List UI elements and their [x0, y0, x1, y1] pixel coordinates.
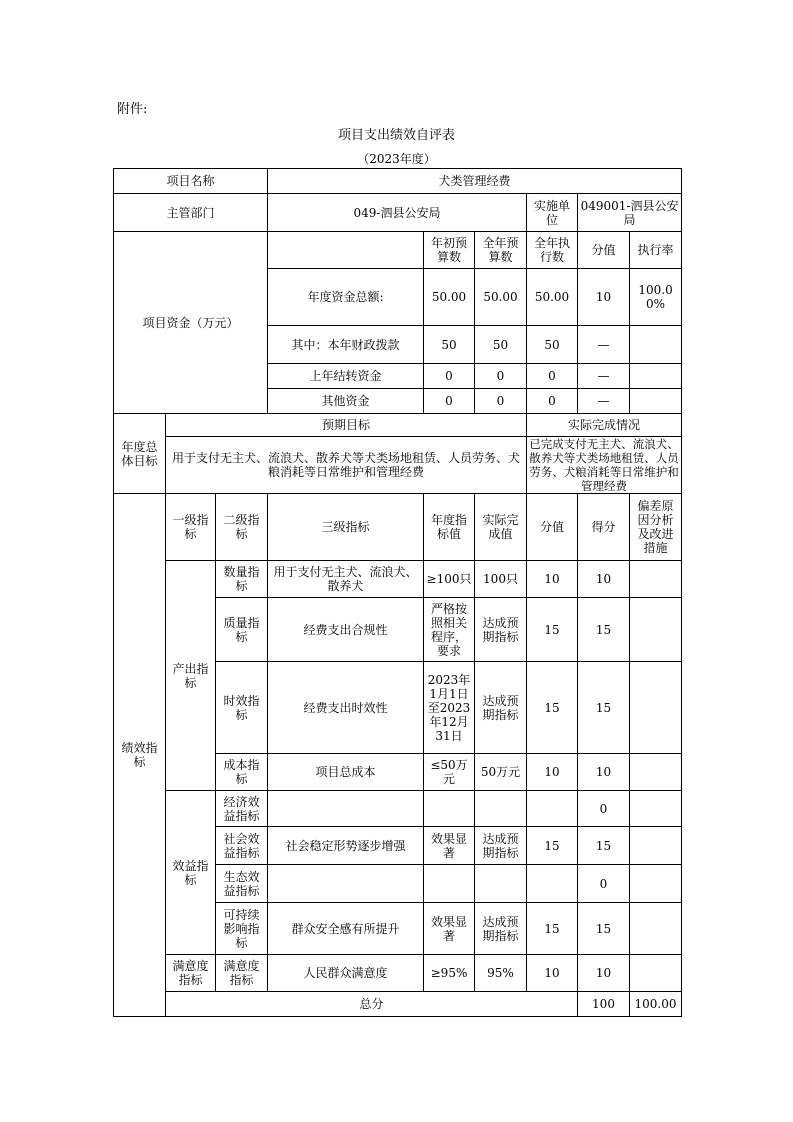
funds-cell: 0 — [527, 364, 578, 389]
indicator-points — [527, 791, 578, 827]
funds-cell: 10 — [578, 269, 630, 326]
indicator-l3 — [268, 865, 424, 903]
funds-cell: — — [578, 326, 630, 364]
indicators-label: 绩效指标 — [114, 494, 166, 1017]
indicator-header: 偏差原因分析及改进措施 — [630, 494, 682, 561]
indicator-note — [630, 903, 682, 955]
indicator-header: 一级指标 — [166, 494, 216, 561]
indicator-target: 严格按照相关程序，要求 — [424, 598, 475, 662]
indicator-points: 15 — [527, 598, 578, 662]
funds-cell — [630, 326, 682, 364]
total-score: 100.00 — [630, 992, 682, 1017]
indicator-l3: 人民群众满意度 — [268, 955, 424, 992]
funds-row-label: 年度资金总额: — [268, 269, 424, 326]
indicator-l2: 数量指标 — [216, 561, 268, 598]
actual-goal-text: 已完成支付无主犬、流浪犬、散养犬等犬类场地租赁、人员劳务、犬粮消耗等日常维护和管理经费 — [527, 437, 682, 494]
funds-header: 执行率 — [630, 232, 682, 269]
dept-value: 049-泗县公安局 — [268, 194, 527, 232]
indicator-target: 效果显著 — [424, 903, 475, 955]
funds-cell — [630, 389, 682, 414]
indicator-note — [630, 598, 682, 662]
expected-goal-text: 用于支付无主犬、流浪犬、散养犬等犬类场地租赁、人员劳务、犬粮消耗等日常维护和管理经费 — [166, 437, 527, 494]
indicator-score: 15 — [578, 827, 630, 865]
funds-cell: 0 — [424, 389, 475, 414]
indicator-l2: 时效指标 — [216, 662, 268, 754]
total-points: 100 — [578, 992, 630, 1017]
indicator-l3: 经费支出时效性 — [268, 662, 424, 754]
indicator-target: 效果显著 — [424, 827, 475, 865]
indicator-header: 分值 — [527, 494, 578, 561]
indicator-actual — [475, 791, 527, 827]
indicator-header: 年度指标值 — [424, 494, 475, 561]
indicator-l3: 用于支付无主犬、流浪犬、散养犬 — [268, 561, 424, 598]
funds-cell: 0 — [527, 389, 578, 414]
indicator-actual: 达成预期指标 — [475, 662, 527, 754]
funds-cell: 50 — [475, 326, 527, 364]
output-indicator-label: 产出指标 — [166, 561, 216, 791]
funds-label: 项目资金（万元） — [114, 232, 268, 414]
indicator-points: 10 — [527, 955, 578, 992]
indicator-l2: 可持续影响指标 — [216, 903, 268, 955]
indicator-note — [630, 754, 682, 791]
satisfaction-indicator-label: 满意度指标 — [166, 955, 216, 992]
indicator-target: ≥100只 — [424, 561, 475, 598]
project-name-label: 项目名称 — [114, 169, 268, 194]
funds-cell — [630, 364, 682, 389]
indicator-note — [630, 561, 682, 598]
indicator-l3: 社会稳定形势逐步增强 — [268, 827, 424, 865]
funds-header: 分值 — [578, 232, 630, 269]
funds-row-label: 其他资金 — [268, 389, 424, 414]
indicator-actual: 达成预期指标 — [475, 827, 527, 865]
benefit-indicator-label: 效益指标 — [166, 791, 216, 955]
funds-cell: 50 — [527, 326, 578, 364]
indicator-note — [630, 791, 682, 827]
indicator-actual — [475, 865, 527, 903]
funds-cell: 0 — [424, 364, 475, 389]
expected-goal-header: 预期目标 — [166, 414, 527, 437]
funds-header: 年初预算数 — [424, 232, 475, 269]
indicator-actual: 达成预期指标 — [475, 903, 527, 955]
funds-cell: — — [578, 389, 630, 414]
funds-header-empty — [268, 232, 424, 269]
indicator-score: 10 — [578, 955, 630, 992]
indicator-points: 15 — [527, 827, 578, 865]
indicator-target: ≥95% — [424, 955, 475, 992]
indicator-l3: 项目总成本 — [268, 754, 424, 791]
indicator-score: 15 — [578, 598, 630, 662]
impl-label: 实施单位 — [527, 194, 578, 232]
indicator-header: 三级指标 — [268, 494, 424, 561]
indicator-header: 二级指标 — [216, 494, 268, 561]
indicator-actual: 100只 — [475, 561, 527, 598]
indicator-note — [630, 662, 682, 754]
impl-value: 049001-泗县公安局 — [578, 194, 682, 232]
indicator-target — [424, 791, 475, 827]
dept-label: 主管部门 — [114, 194, 268, 232]
funds-cell: 50.00 — [424, 269, 475, 326]
attachment-label: 附件: — [117, 102, 148, 117]
indicator-points: 15 — [527, 662, 578, 754]
funds-cell: 100.00% — [630, 269, 682, 326]
evaluation-table — [113, 168, 682, 1017]
indicator-points: 15 — [527, 903, 578, 955]
indicator-header: 得分 — [578, 494, 630, 561]
indicator-points — [527, 865, 578, 903]
funds-cell: 0 — [475, 389, 527, 414]
indicator-target: 2023年1月1日至2023年12月31日 — [424, 662, 475, 754]
indicator-score: 10 — [578, 754, 630, 791]
indicator-note — [630, 827, 682, 865]
funds-header: 全年执行数 — [527, 232, 578, 269]
indicator-l3 — [268, 791, 424, 827]
funds-cell: 50.00 — [475, 269, 527, 326]
actual-goal-header: 实际完成情况 — [527, 414, 682, 437]
indicator-score: 15 — [578, 662, 630, 754]
indicator-l2: 满意度指标 — [216, 955, 268, 992]
funds-cell: — — [578, 364, 630, 389]
indicator-l3: 经费支出合规性 — [268, 598, 424, 662]
goals-label: 年度总体目标 — [114, 414, 166, 494]
funds-header: 全年预算数 — [475, 232, 527, 269]
indicator-note — [630, 865, 682, 903]
indicator-l2: 质量指标 — [216, 598, 268, 662]
indicator-points: 10 — [527, 754, 578, 791]
indicator-note — [630, 955, 682, 992]
indicator-header: 实际完成值 — [475, 494, 527, 561]
indicator-l3: 群众安全感有所提升 — [268, 903, 424, 955]
indicator-score: 10 — [578, 561, 630, 598]
indicator-l2: 社会效益指标 — [216, 827, 268, 865]
indicator-actual: 95% — [475, 955, 527, 992]
indicator-score: 15 — [578, 903, 630, 955]
indicator-target: ≤50万元 — [424, 754, 475, 791]
indicator-l2: 生态效益指标 — [216, 865, 268, 903]
indicator-l2: 经济效益指标 — [216, 791, 268, 827]
page-title: 项目支出绩效自评表 — [337, 128, 455, 143]
funds-row-label: 其中：本年财政拨款 — [268, 326, 424, 364]
total-label: 总分 — [166, 992, 578, 1017]
year-subtitle: （2023年度） — [357, 152, 436, 166]
indicator-points: 10 — [527, 561, 578, 598]
funds-cell: 50.00 — [527, 269, 578, 326]
indicator-actual: 达成预期指标 — [475, 598, 527, 662]
funds-cell: 50 — [424, 326, 475, 364]
indicator-score: 0 — [578, 791, 630, 827]
indicator-target — [424, 865, 475, 903]
funds-cell: 0 — [475, 364, 527, 389]
indicator-actual: 50万元 — [475, 754, 527, 791]
indicator-l2: 成本指标 — [216, 754, 268, 791]
project-name-value: 犬类管理经费 — [268, 169, 682, 194]
indicator-score: 0 — [578, 865, 630, 903]
funds-row-label: 上年结转资金 — [268, 364, 424, 389]
